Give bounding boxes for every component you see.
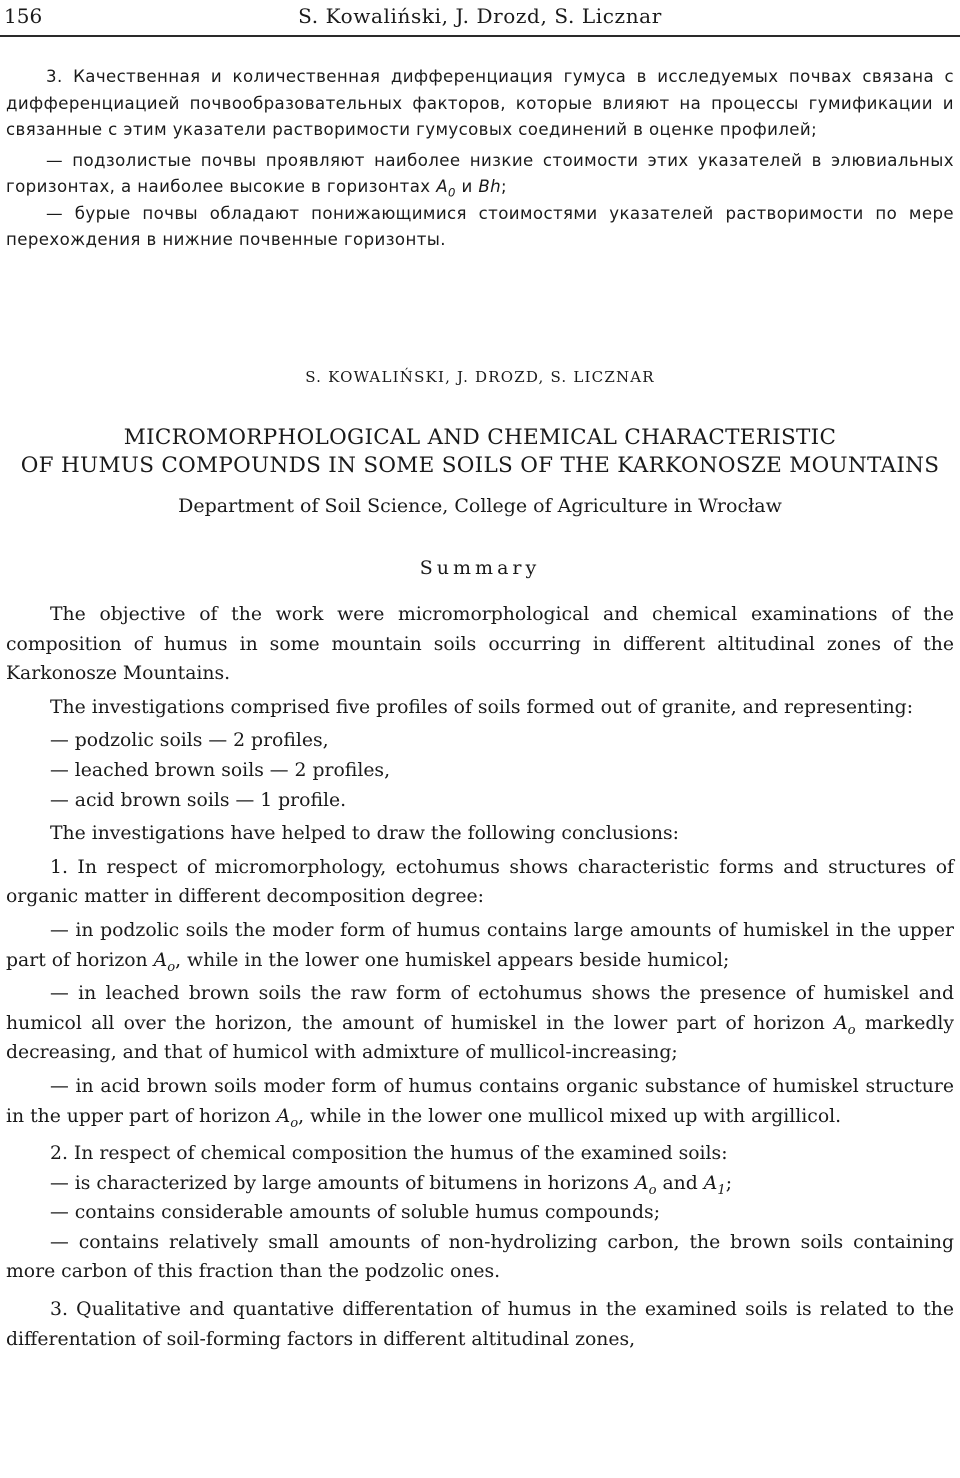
- conclusion-2c: — contains relatively small amounts of non-hydrolizing carbon, the brown soils containing more carbon of this fraction than the podzolic ones.: [6, 1231, 954, 1283]
- conclusions-intro: The investigations have helped to draw the following conclusions:: [50, 823, 679, 845]
- conclusion-1c: — in acid brown soils moder form of humus contains organic substance of humiskel structure in the upper part of horizon $A_o$, while in the lower one mullicol mixed up with argillicol.: [6, 1075, 954, 1131]
- header-rule: [0, 35, 960, 37]
- summary-objective: The objective of the work were micromorphological and chemical examinations of the composition of humus in some mountain soils occurring in different altitudinal zones of the Karkonosze Mountains.: [6, 604, 954, 685]
- conclusion-2a: — is characterized by large amounts of bitumens in horizons $A_o$ and $A_1$;: [50, 1172, 733, 1198]
- conclusion-1b: — in leached brown soils the raw form of ectohumus shows the presence of humiskel and humicol all over the horizon, the amount of humiskel in the lower part of horizon $A_o$ markedly decreasing, and that of humicol with admixture of mullicol-increasing;: [6, 983, 955, 1064]
- page-number: 156: [4, 4, 43, 28]
- russian-brown-paragraph: — бурые почвы обладают понижающимися стоимостями указателей растворимости по мере перехождения в нижние почвенные горизонты.: [6, 203, 954, 249]
- profile-list-item: — podzolic soils — 2 profiles,: [50, 730, 329, 752]
- paper-title-line-2: OF HUMUS COMPOUNDS IN SOME SOILS OF THE KARKONOSZE MOUNTAINS: [20, 453, 940, 478]
- running-header-authors: S. Kowaliński, J. Drozd, S. Licznar: [298, 4, 662, 28]
- profile-list-item: — acid brown soils — 1 profile.: [50, 789, 347, 811]
- conclusion-3: 3. Qualitative and quantative differentation of humus in the examined soils is related to the differentation of soil-forming factors in different altitudinal zones,: [6, 1299, 954, 1350]
- conclusion-2: 2. In respect of chemical composition the humus of the examined soils:: [50, 1143, 728, 1165]
- summary-profiles-intro: The investigations comprised five profiles of soils formed out of granite, and representing:: [50, 696, 914, 718]
- russian-paragraph-3: 3. Качественная и количественная дифференциация гумуса в исследуемых почвах связана с дифференциацией почвообразовательных факторов, которые влияют на процессы гумификации и связанные с этим указатели растворимости гумусовых соединений в оценке профилей;: [6, 67, 954, 139]
- conclusion-1a: — in podzolic soils the moder form of humus contains large amounts of humiskel in the upper part of horizon $A_o$, while in the lower one humiskel appears beside humicol;: [6, 919, 954, 975]
- profile-list-item: — leached brown soils — 2 profiles,: [50, 759, 391, 781]
- russian-conclusions: [6, 64, 954, 254]
- russian-podzolic-paragraph: — подзолистые почвы проявляют наиболее низкие стоимости этих указателей в элювиальных горизонтах, а наиболее высокие в горизонтах $A_0$ и Bh;: [6, 150, 954, 200]
- summary-heading: Summary: [419, 557, 541, 579]
- english-summary: [6, 600, 954, 1354]
- department: Department of Soil Science, College of Agriculture in Wrocław: [178, 495, 782, 517]
- paper-title: [0, 424, 960, 480]
- conclusion-1: 1. In respect of micromorphology, ectohumus shows characteristic forms and structures of organic matter in different decomposition degree:: [6, 856, 954, 908]
- conclusion-2b: — contains considerable amounts of soluble humus compounds;: [50, 1202, 661, 1224]
- running-header: [4, 4, 956, 26]
- paper-title-line-1: MICROMORPHOLOGICAL AND CHEMICAL CHARACTERISTIC: [123, 425, 837, 450]
- summary-authors: S. KOWALIŃSKI, J. DROZD, S. LICZNAR: [305, 368, 655, 386]
